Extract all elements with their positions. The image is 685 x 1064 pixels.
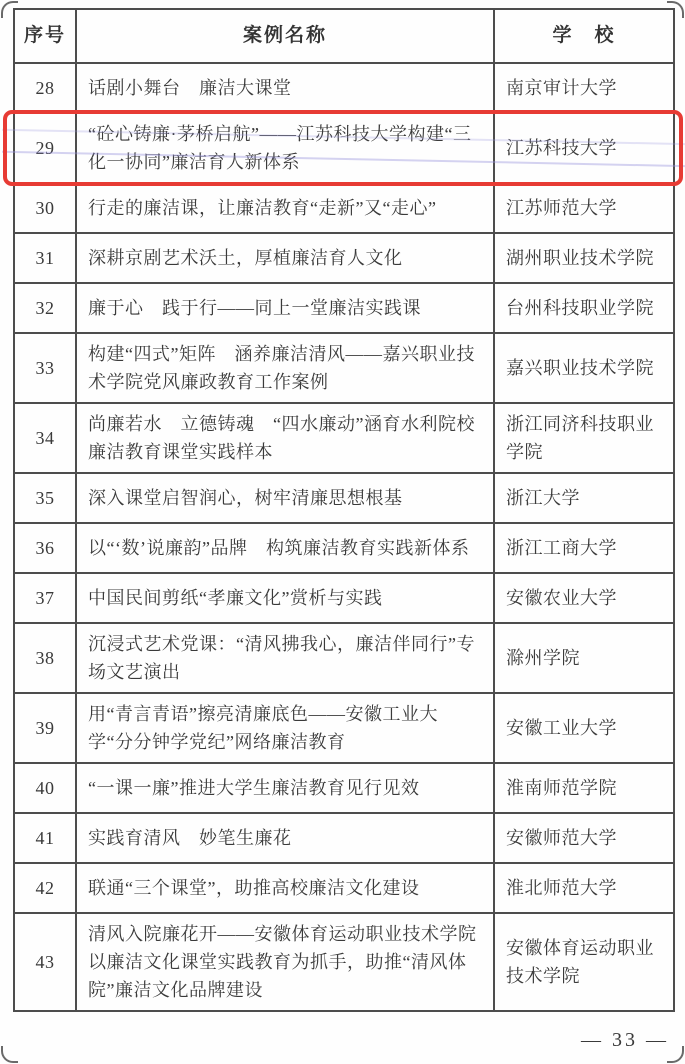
- cell-school-text: 安徽师范大学: [506, 828, 617, 848]
- cell-school-text: 滁州学院: [506, 648, 580, 668]
- cell-school-text: 安徽农业大学: [506, 588, 617, 608]
- cell-school: [495, 864, 675, 914]
- cell-index-text: 35: [35, 488, 55, 508]
- cell-case-text: 廉于心 践于行——同上一堂廉洁实践课: [88, 298, 421, 318]
- table-row: [15, 64, 675, 114]
- cell-case-text: 实践育清风 妙笔生廉花: [88, 828, 292, 848]
- cell-case-text: “一课一廉”推进大学生廉洁教育见行见效: [88, 778, 420, 798]
- cell-index: [15, 284, 77, 334]
- table-row: [15, 624, 675, 694]
- cell-index-text: 43: [35, 952, 55, 972]
- cell-index-text: 32: [35, 298, 55, 318]
- cell-index: [15, 524, 77, 574]
- cell-index: [15, 64, 77, 114]
- cell-school-text: 浙江同济科技职业学院: [506, 414, 654, 462]
- cell-case: [77, 64, 495, 114]
- table-row: [15, 764, 675, 814]
- cell-case-text: 话剧小舞台 廉洁大课堂: [88, 78, 292, 98]
- table-row: [15, 114, 675, 184]
- cell-school: [495, 334, 675, 404]
- cell-school: [495, 184, 675, 234]
- cell-index-text: 30: [35, 198, 55, 218]
- cell-index: [15, 474, 77, 524]
- cell-school: [495, 624, 675, 694]
- cell-school: [495, 404, 675, 474]
- cell-case: [77, 764, 495, 814]
- screenshot-corner-artifact: [667, 1046, 684, 1063]
- cell-case-text: “砼心铸廉·茅桥启航”——江苏科技大学构建“三化一协同”廉洁育人新体系: [88, 124, 472, 172]
- header-school: [495, 10, 675, 64]
- cell-case-text: 深入课堂启智润心，树牢清廉思想根基: [88, 488, 403, 508]
- table-row: [15, 864, 675, 914]
- cell-case: [77, 284, 495, 334]
- cell-school-text: 淮北师范大学: [506, 878, 617, 898]
- cell-index-text: 29: [35, 138, 55, 158]
- table-row: [15, 814, 675, 864]
- cell-index: [15, 114, 77, 184]
- table-row: [15, 234, 675, 284]
- cell-case-text: 联通“三个课堂”，助推高校廉洁文化建设: [88, 878, 420, 898]
- cell-index: [15, 764, 77, 814]
- cell-case: [77, 864, 495, 914]
- cell-index: [15, 234, 77, 284]
- cell-case-text: 尚廉若水 立德铸魂 “四水廉动”涵育水利院校廉洁教育课堂实践样本: [88, 414, 475, 462]
- cell-case: [77, 524, 495, 574]
- cell-school-text: 南京审计大学: [506, 78, 617, 98]
- cell-case-text: 清风入院廉花开——安徽体育运动职业技术学院以廉洁文化课堂实践教育为抓手，助推“清风体院”廉洁文化品牌建设: [88, 924, 477, 1000]
- table-row: [15, 694, 675, 764]
- cell-case-text: 沉浸式艺术党课：“清风拂我心，廉洁伴同行”专场文艺演出: [88, 634, 475, 682]
- cell-case-text: 中国民间剪纸“孝廉文化”赏析与实践: [88, 588, 383, 608]
- cell-case: [77, 184, 495, 234]
- table-row: [15, 474, 675, 524]
- table-row: [15, 184, 675, 234]
- cell-index: [15, 814, 77, 864]
- cell-case-text: 构建“四式”矩阵 涵养廉洁清风——嘉兴职业技术学院党风廉政教育工作案例: [88, 344, 475, 392]
- cell-index-text: 33: [35, 358, 55, 378]
- cell-index-text: 36: [35, 538, 55, 558]
- cell-school: [495, 764, 675, 814]
- table-row: [15, 284, 675, 334]
- header-school-label: 学 校: [552, 25, 616, 46]
- cell-case: [77, 814, 495, 864]
- cell-school: [495, 234, 675, 284]
- cell-school-text: 浙江工商大学: [506, 538, 617, 558]
- cell-case-text: 用“青言青语”擦亮清廉底色——安徽工业大学“分分钟学党纪”网络廉洁教育: [88, 704, 438, 752]
- cell-index-text: 42: [35, 878, 55, 898]
- cell-school: [495, 64, 675, 114]
- cell-index: [15, 914, 77, 1012]
- cell-school: [495, 814, 675, 864]
- cell-index-text: 40: [35, 778, 55, 798]
- page-number: — 33 —: [581, 1029, 669, 1051]
- cell-case-text: 以“‘数’说廉韵”品牌 构筑廉洁教育实践新体系: [88, 538, 470, 558]
- cell-case: [77, 234, 495, 284]
- cell-index-text: 31: [35, 248, 55, 268]
- cell-case-text: 行走的廉洁课，让廉洁教育“走新”又“走心”: [88, 198, 437, 218]
- cell-index-text: 37: [35, 588, 55, 608]
- cell-case: [77, 404, 495, 474]
- cell-school: [495, 524, 675, 574]
- cell-school: [495, 914, 675, 1012]
- cell-case: [77, 624, 495, 694]
- cell-index: [15, 624, 77, 694]
- table-header-row: [15, 10, 675, 64]
- table-row: [15, 334, 675, 404]
- cell-case: [77, 694, 495, 764]
- cell-school-text: 湖州职业技术学院: [506, 248, 654, 268]
- table-row: [15, 574, 675, 624]
- cell-index: [15, 334, 77, 404]
- cell-index-text: 41: [35, 828, 55, 848]
- table-row: [15, 914, 675, 1012]
- cell-school-text: 江苏师范大学: [506, 198, 617, 218]
- cell-school-text: 浙江大学: [506, 488, 580, 508]
- cell-school: [495, 474, 675, 524]
- cell-case: [77, 914, 495, 1012]
- cell-case-text: 深耕京剧艺术沃土，厚植廉洁育人文化: [88, 248, 403, 268]
- cell-index-text: 28: [35, 78, 55, 98]
- table-row: [15, 524, 675, 574]
- cell-index: [15, 864, 77, 914]
- cell-index: [15, 694, 77, 764]
- cell-case: [77, 334, 495, 404]
- header-index: [15, 10, 77, 64]
- cell-school-text: 安徽体育运动职业技术学院: [506, 938, 654, 986]
- cases-table: [13, 8, 675, 1012]
- screenshot-corner-artifact: [1, 1046, 18, 1063]
- cell-index-text: 38: [35, 648, 55, 668]
- cell-index: [15, 574, 77, 624]
- cell-case: [77, 574, 495, 624]
- cell-index: [15, 184, 77, 234]
- cell-school-text: 淮南师范学院: [506, 778, 617, 798]
- cell-school-text: 江苏科技大学: [506, 138, 617, 158]
- header-case-label: 案例名称: [242, 25, 327, 46]
- table-row: [15, 404, 675, 474]
- cell-case: [77, 474, 495, 524]
- cell-school: [495, 284, 675, 334]
- cell-index-text: 39: [35, 718, 55, 738]
- header-case: [77, 10, 495, 64]
- cell-school-text: 台州科技职业学院: [506, 298, 654, 318]
- cell-index: [15, 404, 77, 474]
- cell-school: [495, 574, 675, 624]
- cell-index-text: 34: [35, 428, 55, 448]
- header-index-label: 序号: [23, 25, 66, 46]
- cell-school-text: 安徽工业大学: [506, 718, 617, 738]
- cell-school-text: 嘉兴职业技术学院: [506, 358, 654, 378]
- cell-school: [495, 694, 675, 764]
- cell-school: [495, 114, 675, 184]
- cell-case: [77, 114, 495, 184]
